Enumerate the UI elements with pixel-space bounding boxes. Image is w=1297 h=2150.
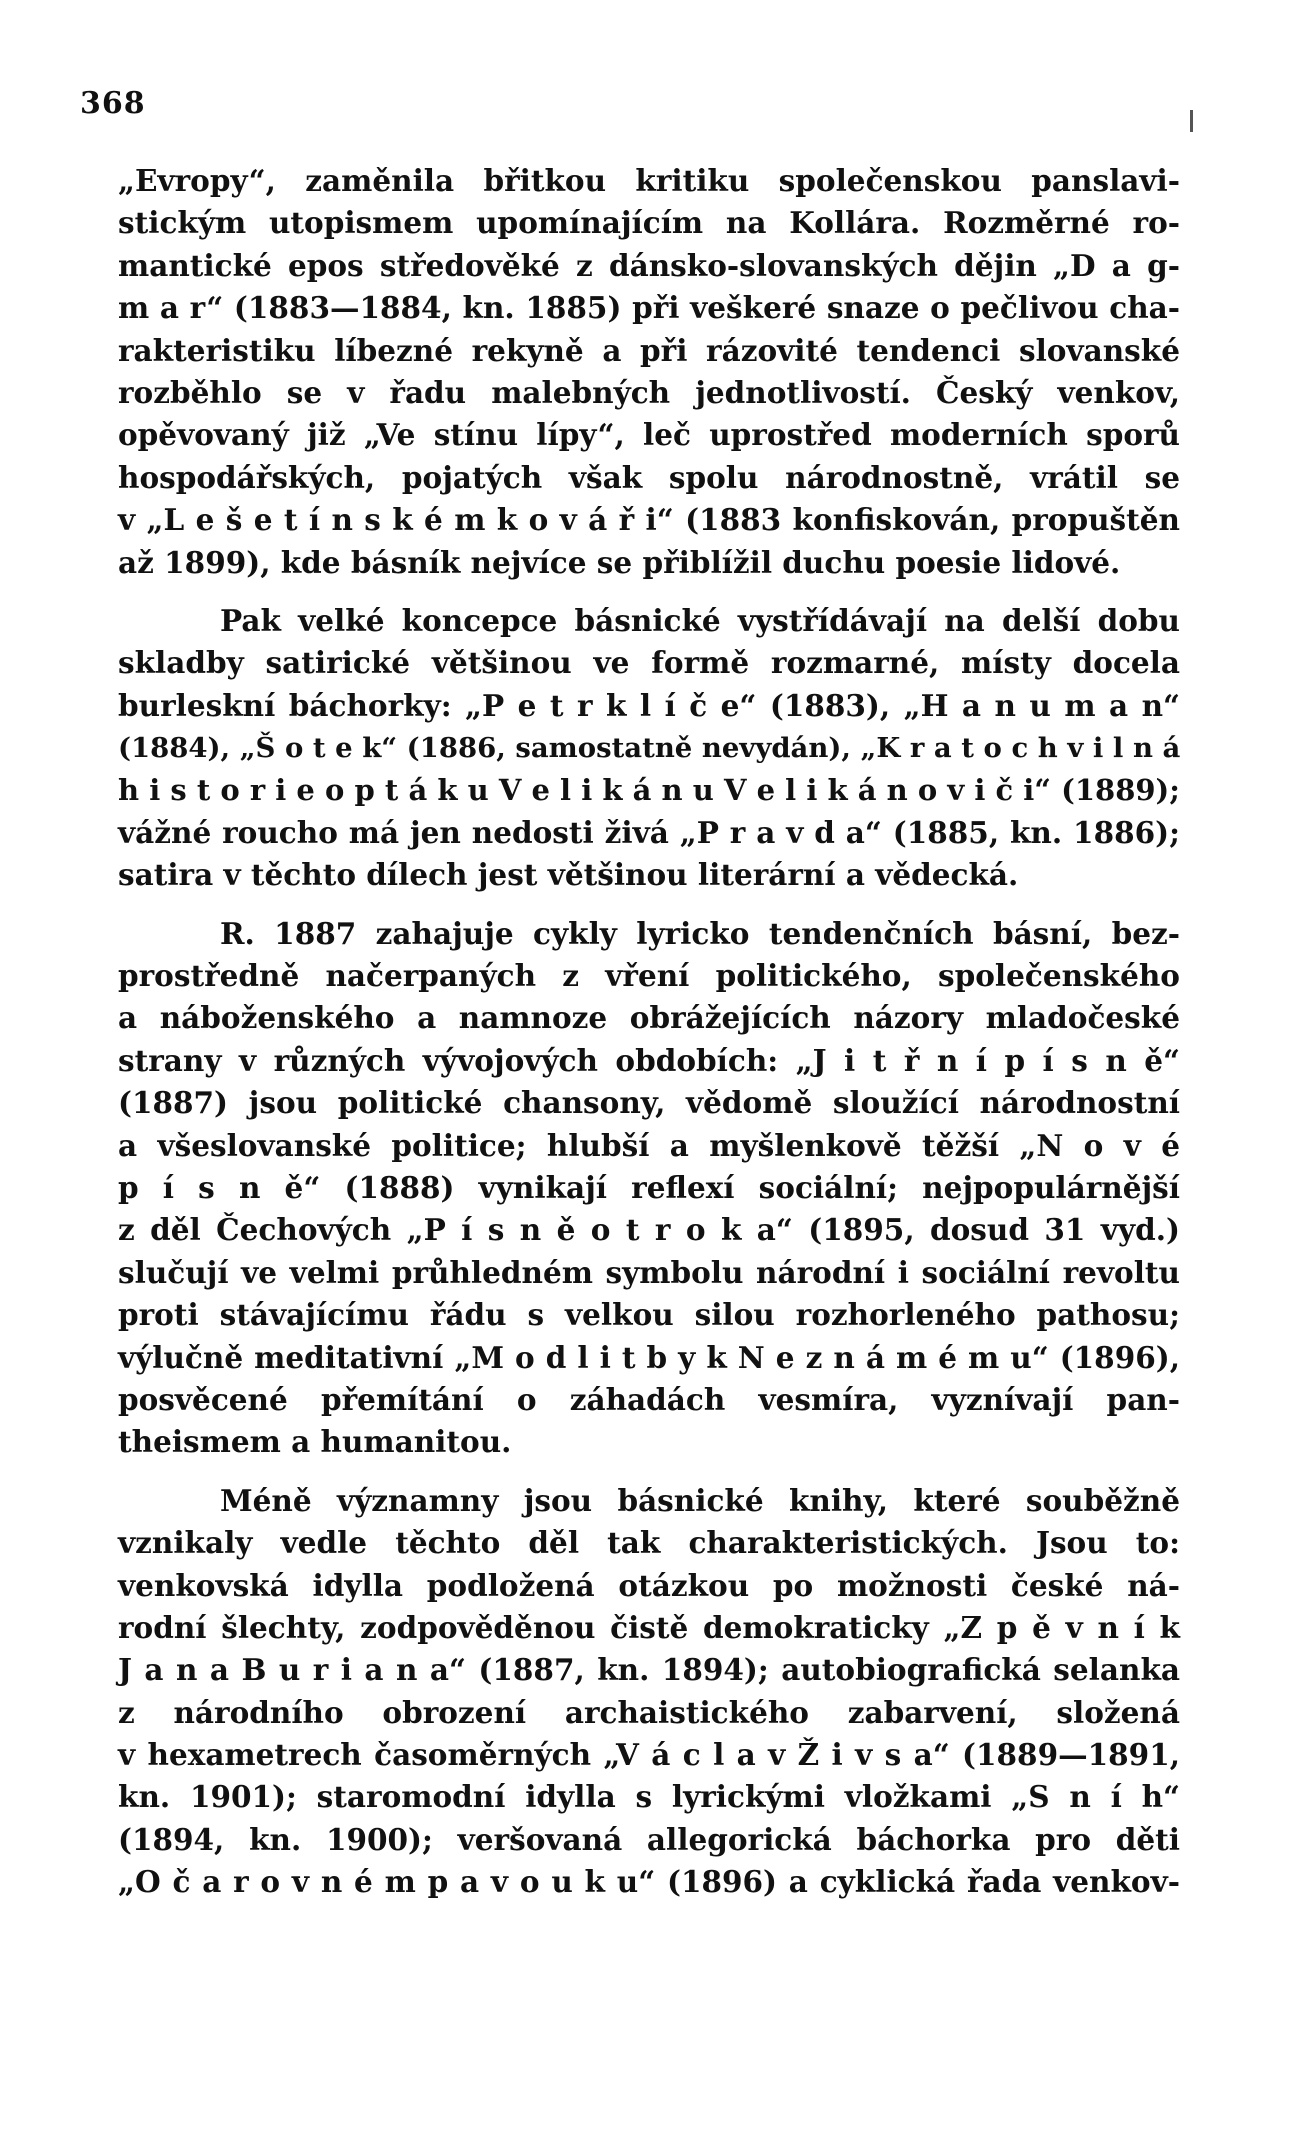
text-line: kn. 1901); staromodní idylla s lyrickými vložkami „S n í h“ xyxy=(118,1779,1180,1815)
paragraph-1 xyxy=(118,160,1180,584)
paragraph-3 xyxy=(118,913,1180,1464)
margin-mark xyxy=(1190,110,1193,132)
text-line: vážné roucho má jen nedosti živá „P r a v d a“ (1885, kn. 1886); xyxy=(118,814,1180,850)
text-line: theismem a humanitou. xyxy=(118,1424,512,1460)
text-line: rodní šlechty, zodpověděnou čistě demokraticky „Z p ě v n í k xyxy=(118,1609,1180,1645)
text-line: „O č a r o v n é m p a v o u k u“ (1896) a cyklická řada venkov- xyxy=(118,1864,1180,1900)
page-number: 368 xyxy=(80,86,146,121)
paragraph-4 xyxy=(118,1480,1180,1904)
text-line: z národního obrození archaistického zabarvení, složená xyxy=(118,1694,1180,1730)
text-line: vznikaly vedle těchto děl tak charakteristických. Jsou to: xyxy=(118,1525,1180,1561)
text-line: satira v těchto dílech jest většinou literární a vědecká. xyxy=(118,857,1019,893)
text-line: burleskní báchorky: „P e t r k l í č e“ (1883), „H a n u m a n“ xyxy=(118,687,1180,723)
text-line: a náboženského a namnoze obrážejících názory mladočeské xyxy=(118,1000,1180,1036)
text-line: Méně významny jsou básnické knihy, které souběžně xyxy=(220,1482,1180,1518)
text-line: rakteristiku líbezné rekyně a při rázovité tendenci slovanské xyxy=(118,332,1180,368)
text-line: mantické epos středověké z dánsko-slovanských dějin „D a g- xyxy=(118,247,1180,283)
text-line: hospodářských, pojatých však spolu národnostně, vrátil se xyxy=(118,459,1180,495)
text-line: venkovská idylla podložená otázkou po možnosti české ná- xyxy=(118,1567,1180,1603)
text-line: (1894, kn. 1900); veršovaná allegorická báchorka pro děti xyxy=(118,1821,1180,1857)
text-line: stickým utopismem upomínajícím na Kollára. Rozměrné ro- xyxy=(118,205,1180,241)
text-line: R. 1887 zahajuje cykly lyricko tendenčních básní, bez- xyxy=(220,915,1180,951)
text-line: p í s n ě“ (1888) vynikají reflexí sociální; nejpopulárnější xyxy=(118,1169,1180,1205)
text-line: v hexametrech časoměrných „V á c l a v Ž i v s a“ (1889—1891, xyxy=(118,1737,1180,1773)
text-line: z děl Čechových „P í s n ě o t r o k a“ (1895, dosud 31 vyd.) xyxy=(118,1212,1180,1248)
text-line: strany v různých vývojových obdobích: „J i t ř n í p í s n ě“ xyxy=(118,1042,1180,1078)
text-line: J a n a B u r i a n a“ (1887, kn. 1894); autobiografická selanka xyxy=(118,1652,1180,1688)
text-line: proti stávajícímu řádu s velkou silou rozhorleného pathosu; xyxy=(118,1297,1180,1333)
text-line: (1887) jsou politické chansony, vědomě sloužící národnostní xyxy=(118,1085,1180,1121)
text-line: Pak velké koncepce básnické vystřídávají na delší dobu xyxy=(220,602,1180,638)
text-line: a všeslovanské politice; hlubší a myšlenkově těžší „N o v é xyxy=(118,1127,1180,1163)
text-line: m a r“ (1883—1884, kn. 1885) při veškeré snaze o pečlivou cha- xyxy=(118,290,1180,326)
text-line: prostředně načerpaných z vření politického, společenského xyxy=(118,958,1180,994)
text-line: „Evropy“, zaměnila břitkou kritiku společenskou panslavi- xyxy=(118,163,1180,198)
text-line: opěvovaný již „Ve stínu lípy“, leč uprostřed moderních sporů xyxy=(118,417,1180,453)
text-line: h i s t o r i e o p t á k u V e l i k á n u V e l i k á n o v i č i“ (1889); xyxy=(118,773,1180,808)
body-text xyxy=(118,160,1180,1920)
text-line: posvěcené přemítání o záhadách vesmíra, vyznívají pan- xyxy=(118,1381,1180,1417)
text-line: výlučně meditativní „M o d l i t b y k N e z n á m é m u“ (1896), xyxy=(118,1339,1180,1375)
text-line: rozběhlo se v řadu malebných jednotlivostí. Český venkov, xyxy=(118,374,1180,410)
text-line: skladby satirické většinou ve formě rozmarné, místy docela xyxy=(118,645,1180,681)
text-line: až 1899), kde básník nejvíce se přiblížil duchu poesie lidové. xyxy=(118,544,1121,580)
text-line: (1884), „Š o t e k“ (1886, samostatně nevydán), „K r a t o c h v i l n á xyxy=(118,732,1181,765)
text-line: v „L e š e t í n s k é m k o v á ř i“ (1883 konfiskován, propuštěn xyxy=(118,502,1180,538)
paragraph-2 xyxy=(118,600,1180,897)
text-line: slučují ve velmi průhledném symbolu národní i sociální revoltu xyxy=(118,1254,1180,1290)
